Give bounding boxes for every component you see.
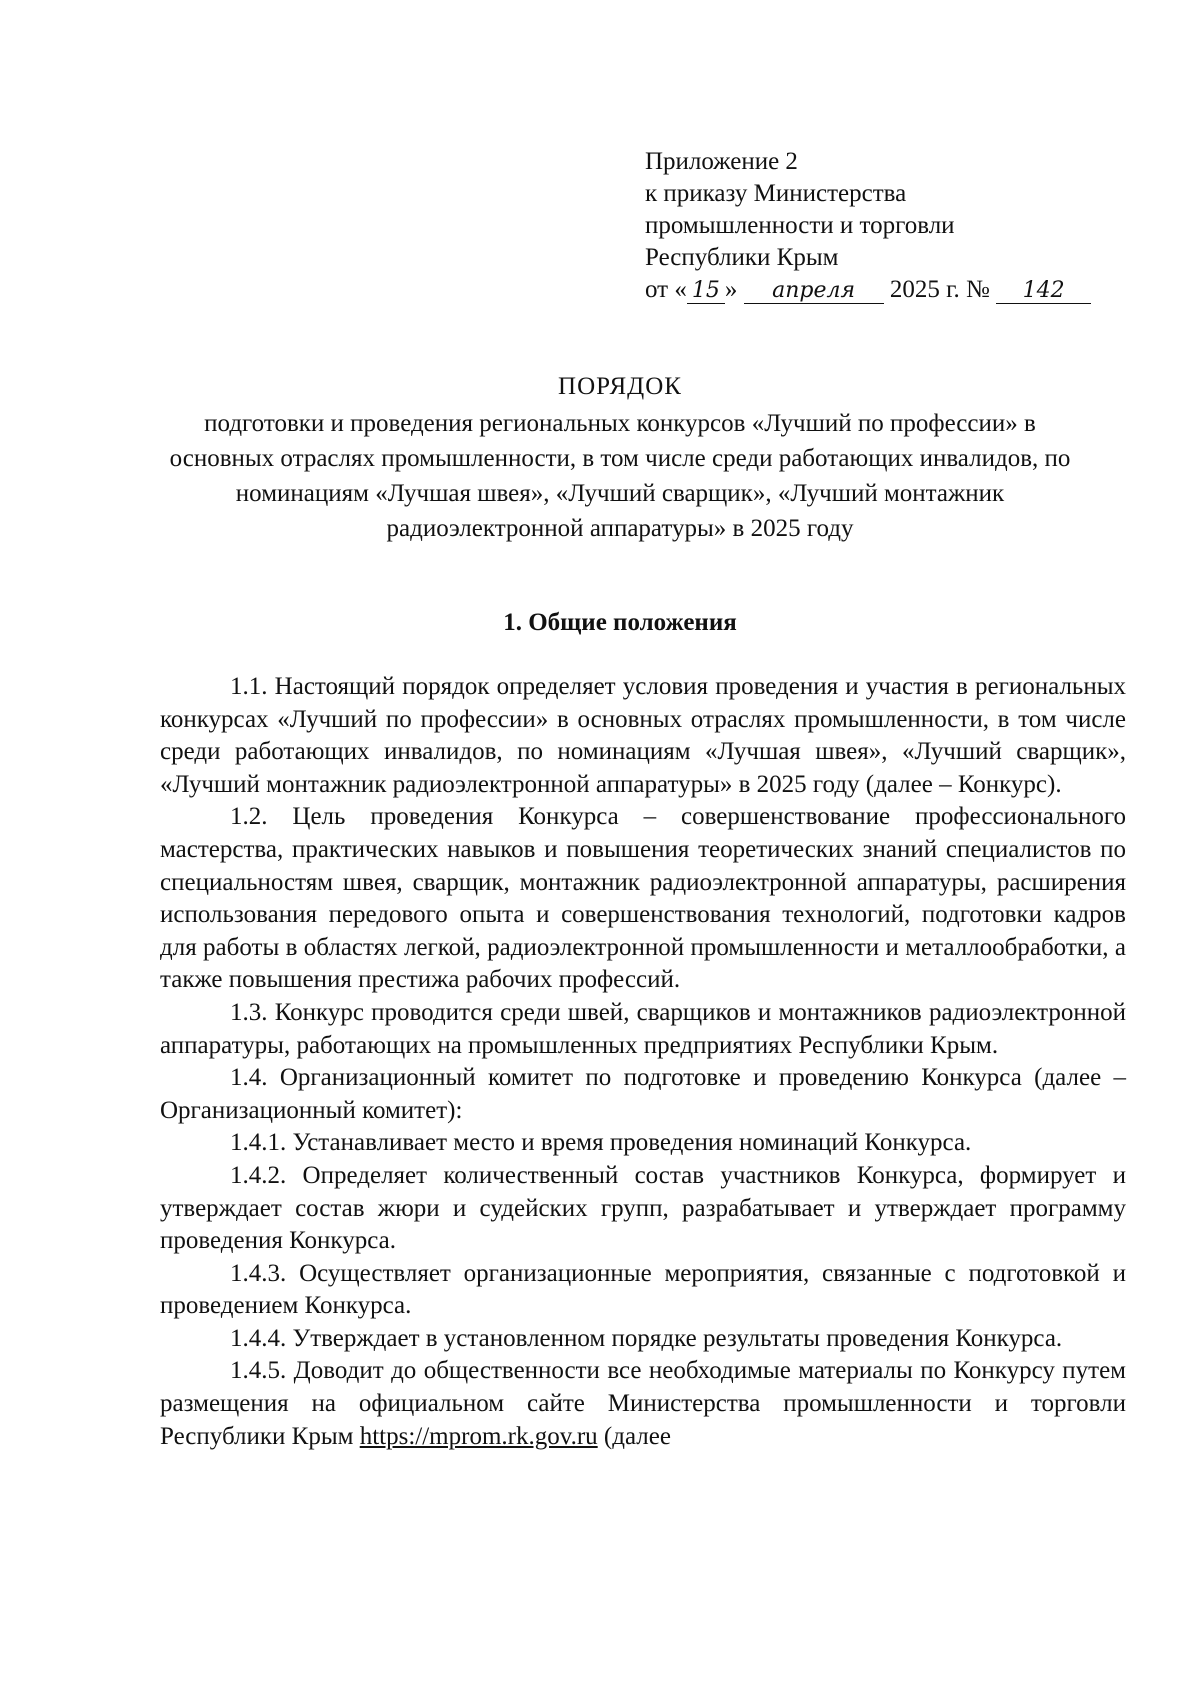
date-month-handwritten: апреля [744, 279, 884, 304]
paragraph-1-3: 1.3. Конкурс проводится среди швей, сварщиков и монтажников радиоэлектронной аппаратуры, работающих на промышленных предприятиях Республики Крым. [160, 998, 1126, 1059]
paragraph-1-4-1: 1.4.1. Устанавливает место и время проведения номинаций Конкурса. [230, 1129, 972, 1157]
appendix-republic: Республики Крым [645, 244, 839, 271]
document-body [160, 671, 1126, 1453]
paragraph-1-4-3: 1.4.3. Осуществляет организационные мероприятия, связанные с подготовкой и проведением Конкурса. [160, 1259, 1126, 1320]
date-mid: » [724, 276, 738, 303]
appendix-date-line [645, 274, 1165, 306]
appendix-label: Приложение 2 [645, 148, 798, 175]
paragraph-1-4-4: 1.4.4. Утверждает в установленном порядке результаты проведения Конкурса. [230, 1324, 1063, 1352]
paragraph-1-4: 1.4. Организационный комитет по подготовке и проведению Конкурса (далее – Организационный комитет): [160, 1064, 1126, 1124]
document-subtitle: подготовки и проведения региональных конкурсов «Лучший по профессии» в основных отраслях промышленности, в том числе среди работающих инвалидов, по номинациям «Лучшая швея», «Лучший сварщик», «Лучший монтажник радиоэлектронной аппаратуры» в 2025 году [169, 410, 1071, 542]
appendix-header [645, 146, 1165, 306]
paragraph-1-1: 1.1. Настоящий порядок определяет условия проведения и участия в региональных конкурсах «Лучший по профессии» в основных отраслях промышленности, в том числе среди работающих инвалидов, по номинациям «Лучшая швея», «Лучший сварщик», «Лучший монтажник радиоэлектронной аппаратуры» в 2025 году (далее – Конкурс). [160, 673, 1126, 798]
appendix-ministry: промышленности и торговли [645, 212, 955, 239]
date-day-handwritten: 15 [687, 279, 725, 304]
paragraph-1-2: 1.2. Цель проведения Конкурса – совершенствование профессионального мастерства, практических навыков и повышения теоретических знаний специалистов по специальностям швея, сварщик, монтажник радиоэлектронной аппаратуры, расширения использования передового опыта и совершенствования технологий, подготовки кадров для работы в областях легкой, радиоэлектронной промышленности и металлообработки, а также повышения престижа рабочих профессий. [160, 803, 1126, 994]
date-year: 2025 г. № [889, 276, 990, 303]
paragraph-1-4-2: 1.4.2. Определяет количественный состав участников Конкурса, формирует и утверждает состав жюри и судейских групп, разрабатывает и утверждает программу проведения Конкурса. [160, 1161, 1126, 1255]
paragraph-1-4-5-text: 1.4.5. Доводит до общественности все необходимые материалы по Конкурсу путем размещения на официальном сайте Министерства промышленности и торговли Республики Крым [160, 1357, 1126, 1450]
paragraph-1-4-5-tail: (далее [597, 1422, 671, 1450]
date-prefix: от « [645, 276, 687, 303]
order-number-handwritten: 142 [996, 279, 1091, 304]
document-title: ПОРЯДОК [558, 373, 682, 400]
paragraph-1-4-5 [160, 1355, 1126, 1453]
appendix-order-ref: к приказу Министерства [645, 180, 907, 207]
section-heading: 1. Общие положения [503, 609, 737, 636]
ministry-website-link[interactable]: https://mprom.rk.gov.ru [359, 1422, 598, 1450]
